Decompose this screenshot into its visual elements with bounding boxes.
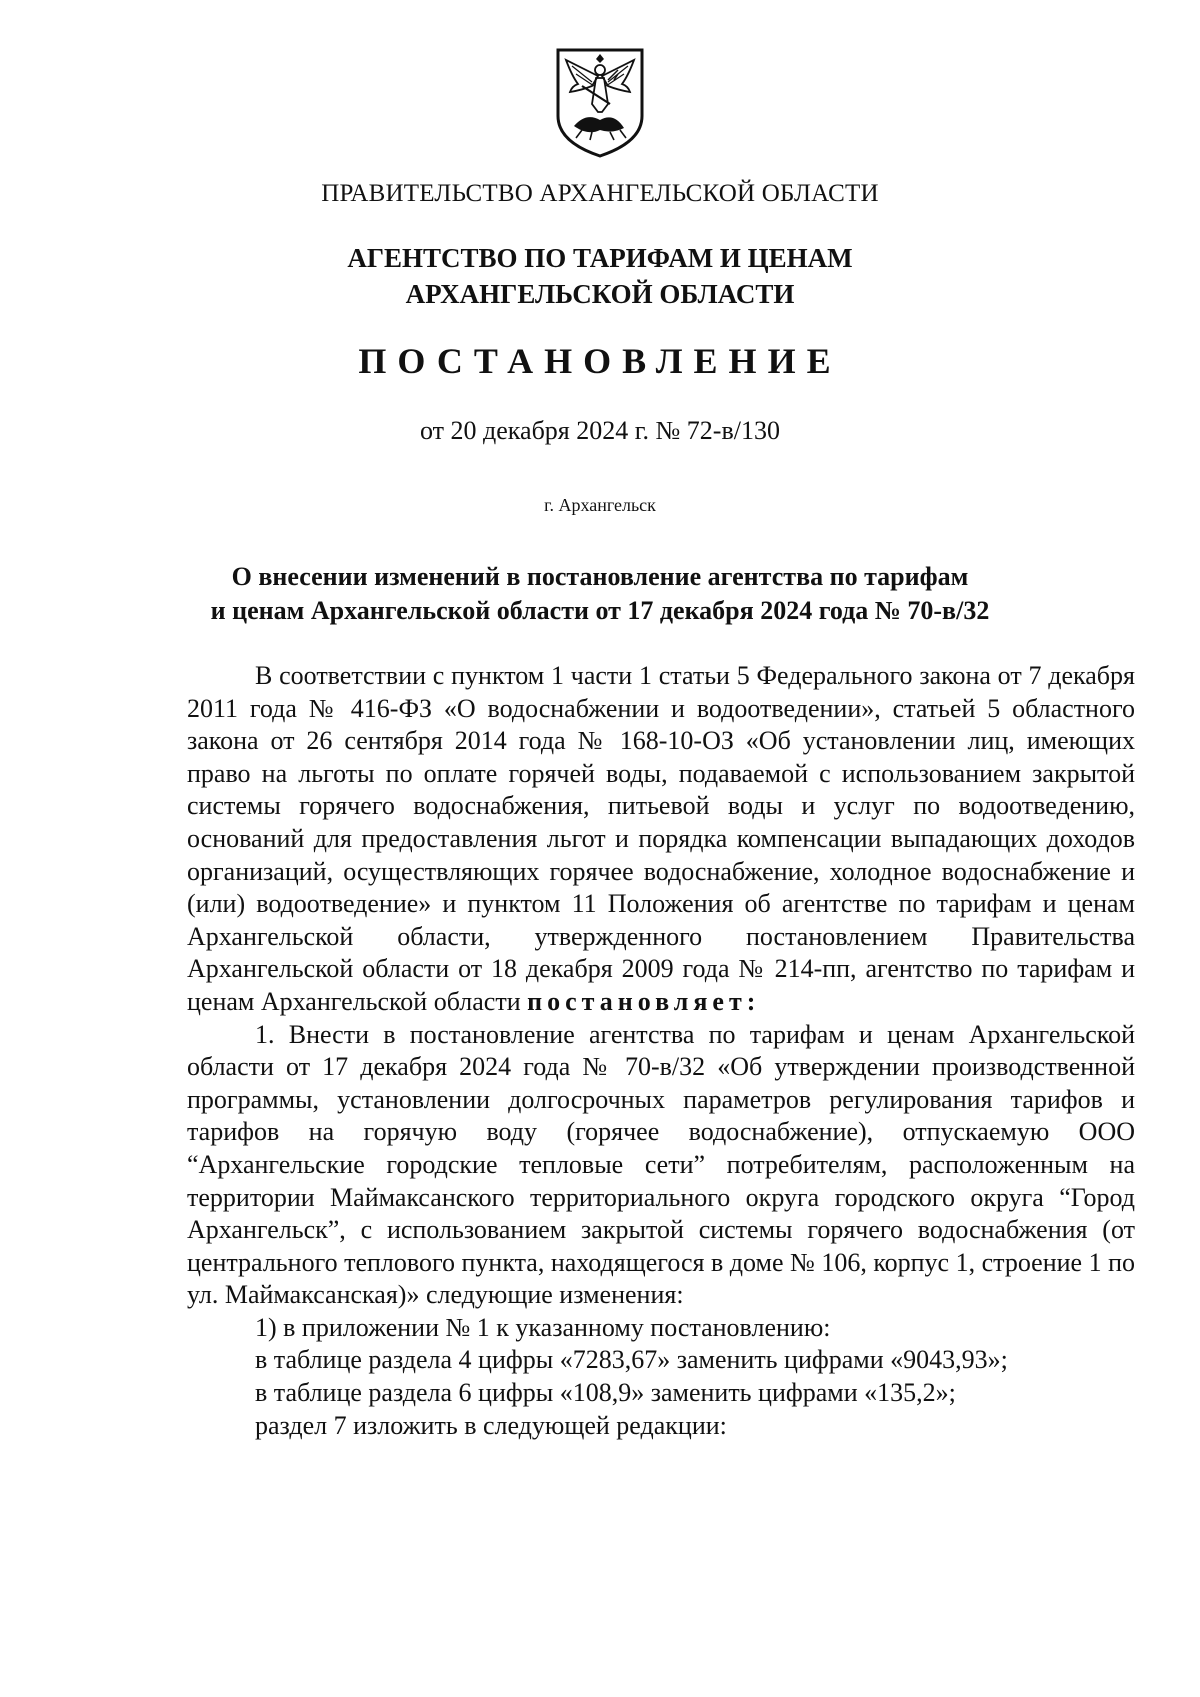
document-title-line2: и ценам Архангельской области от 17 декабря 2024 года № 70-в/32	[210, 596, 990, 625]
document-body	[187, 660, 1135, 1442]
preamble-text: В соответствии с пунктом 1 части 1 статьи 5 Федерального закона от 7 декабря 2011 года № 416-ФЗ «О водоснабжении и водоотведении», статьей 5 областного закона от 26 сентября 2014 года № 168-10-ОЗ «Об установлении лиц, имеющих право на льготы по оплате горячей воды, подаваемой с использованием закрытой системы горячего водоснабжения, питьевой воды и услуг по водоотведению, оснований для предоставления льгот и порядка компенсации выпадающих доходов организаций, осуществляющих горячее водоснабжение, холодное водоснабжение и (или) водоотведение» и пунктом 11 Положения об агентстве по тарифам и ценам Архангельской области, утвержденного постановлением Правительства Архангельской области от 18 декабря 2009 года № 214-пп, агентство по тарифам и ценам Архангельской области	[187, 661, 1135, 1016]
subitem-section-7: раздел 7 изложить в следующей редакции:	[255, 1410, 727, 1440]
document-city: г. Архангельск	[544, 495, 656, 515]
agency-name-line1: АГЕНТСТВО ПО ТАРИФАМ И ЦЕНАМ	[347, 243, 853, 273]
preamble-paragraph	[187, 660, 1135, 1019]
subitem-1: 1) в приложении № 1 к указанному постановлению:	[255, 1312, 831, 1342]
subitem-section-4: в таблице раздела 4 цифры «7283,67» заменить цифрами «9043,93»;	[255, 1345, 1008, 1375]
document-title-line1: О внесении изменений в постановление агентства по тарифам	[231, 562, 969, 591]
decree-word: постановляет:	[527, 986, 761, 1016]
agency-name	[0, 240, 1200, 312]
item-1-paragraph: 1. Внести в постановление агентства по тарифам и ценам Архангельской области от 17 декабря 2024 года № 70-в/32 «Об утверждении производственной программы, установлении долгосрочных параметров регулирования тарифов и тарифов на горячую воду (горячее водоснабжение), отпускаемую ООО “Архангельские городские тепловые сети” потребителям, расположенным на территории Маймаксанского территориального округа городского округа “Город Архангельск”, с использованием закрытой системы горячего водоснабжения (от центрального теплового пункта, находящегося в доме № 106, корпус 1, строение 1 по ул. Маймаксанская)» следующие изменения:	[187, 1019, 1135, 1310]
document-date-number: от 20 декабря 2024 г. № 72-в/130	[420, 416, 780, 445]
government-name: ПРАВИТЕЛЬСТВО АРХАНГЕЛЬСКОЙ ОБЛАСТИ	[321, 180, 879, 207]
agency-name-line2: АРХАНГЕЛЬСКОЙ ОБЛАСТИ	[405, 279, 795, 309]
subitem-section-6: в таблице раздела 6 цифры «108,9» заменить цифрами «135,2»;	[255, 1378, 956, 1408]
document-title	[0, 560, 1200, 628]
document-type: ПОСТАНОВЛЕНИЕ	[358, 341, 842, 381]
coat-of-arms-icon	[552, 46, 648, 158]
